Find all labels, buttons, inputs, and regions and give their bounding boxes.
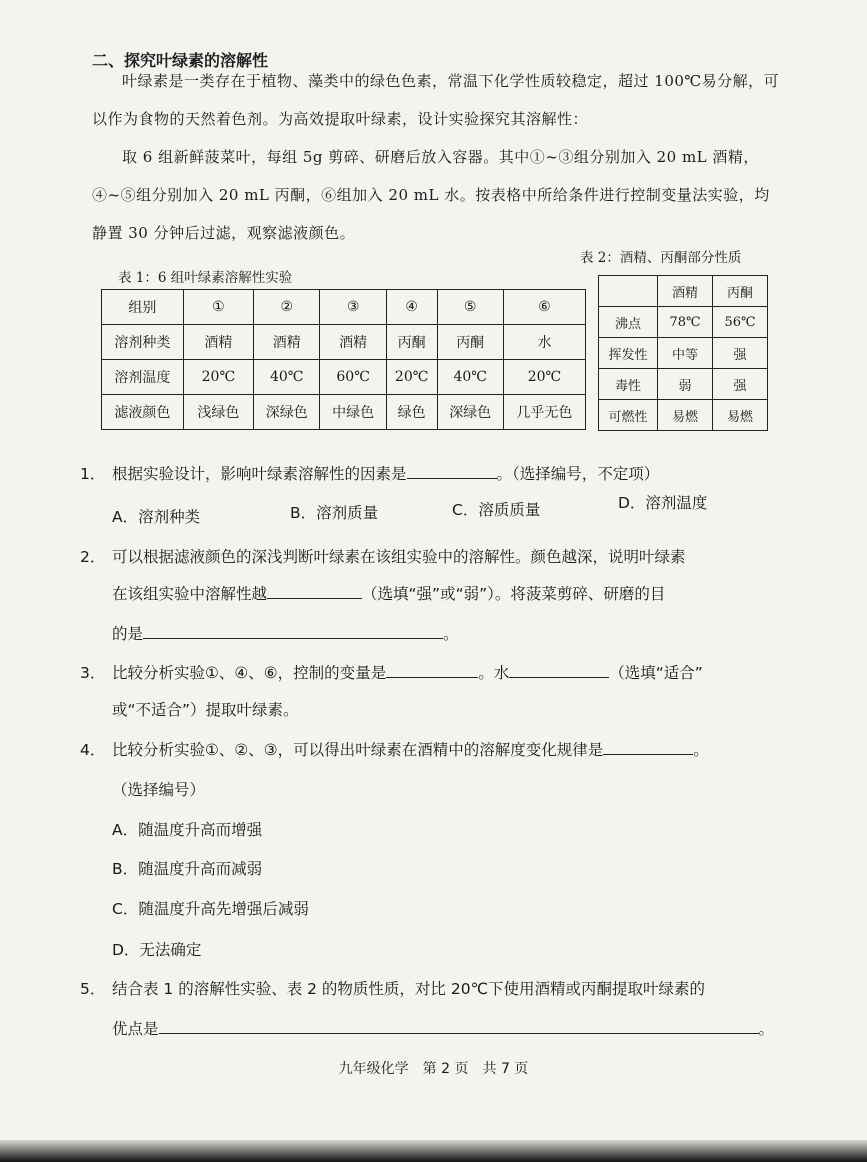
answer-blank-2[interactable] <box>509 663 609 678</box>
table-row <box>599 369 768 400</box>
question-4 <box>80 738 709 760</box>
table-cell: 溶剂种类 <box>102 325 184 360</box>
question-text: 根据实验设计，影响叶绿素溶解性的因素是 <box>112 465 407 483</box>
table-row <box>599 307 768 338</box>
answer-blank[interactable] <box>386 663 478 678</box>
table-row <box>599 400 768 431</box>
table-cell: 弱 <box>658 369 713 400</box>
table-cell: 丙酮 <box>713 276 768 307</box>
question-number: 3． <box>80 664 106 682</box>
table-cell: 56℃ <box>713 307 768 338</box>
table-cell: 深绿色 <box>254 395 320 430</box>
question-2-line-3 <box>112 622 459 644</box>
table-cell: 40℃ <box>254 360 320 395</box>
table-cell: 毒性 <box>599 369 658 400</box>
option-c: C．溶质质量 <box>452 501 541 519</box>
table1-caption: 表 1：6 组叶绿素溶解性实验 <box>118 270 293 286</box>
table-cell: ③ <box>320 290 386 325</box>
table-cell: 中等 <box>658 338 713 369</box>
table-cell: 几乎无色 <box>503 395 585 430</box>
page-footer: 九年级化学 第 2 页 共 7 页 <box>338 1061 529 1077</box>
table-cell: 60℃ <box>320 360 386 395</box>
option-c: C．随温度升高先增强后减弱 <box>112 900 309 918</box>
question-text-tail: 。 <box>443 625 459 643</box>
table-row <box>599 276 768 307</box>
answer-blank[interactable] <box>159 1019 759 1034</box>
table-cell: ④ <box>386 290 437 325</box>
solvent-properties-table <box>598 275 768 431</box>
answer-blank[interactable] <box>407 464 497 479</box>
question-text-tail: 。（选择编号，不定项） <box>496 465 660 483</box>
table-cell: 强 <box>713 369 768 400</box>
table-row <box>102 325 586 360</box>
table-cell: 强 <box>713 338 768 369</box>
question-text: 比较分析实验①、④、⑥，控制的变量是 <box>112 664 387 682</box>
answer-blank[interactable] <box>267 584 362 599</box>
table-row <box>102 290 586 325</box>
option-b: B．随温度升高而减弱 <box>112 860 263 878</box>
table2-caption: 表 2：酒精、丙酮部分性质 <box>580 250 742 266</box>
question-text-tail: 。 <box>693 741 709 759</box>
question-number: 2． <box>80 548 106 566</box>
answer-blank[interactable] <box>603 740 693 755</box>
question-5 <box>80 977 705 999</box>
solubility-table <box>101 289 586 430</box>
question-text: 比较分析实验①、②、③，可以得出叶绿素在酒精中的溶解度变化规律是 <box>112 741 604 759</box>
table-row <box>599 338 768 369</box>
table-cell: 水 <box>503 325 585 360</box>
table-cell: ② <box>254 290 320 325</box>
question-number: 4． <box>80 741 106 759</box>
table-cell: ⑥ <box>503 290 585 325</box>
question-text: 的是 <box>112 625 144 643</box>
question-3-line-2: 或“不适合”）提取叶绿素。 <box>112 701 299 719</box>
table-cell: 20℃ <box>183 360 253 395</box>
intro-paragraph-1: 叶绿素是一类存在于植物、藻类中的绿色色素，常温下化学性质较稳定，超过 100℃易分解，可以作为食物的天然着色剂。为高效提取叶绿素，设计实验探究其溶解性： <box>92 72 780 128</box>
table-cell: 易燃 <box>713 400 768 431</box>
question-4-note: （选择编号） <box>112 781 206 799</box>
table-cell: 中绿色 <box>320 395 386 430</box>
option-d: D．无法确定 <box>112 941 202 959</box>
option-d: D．溶剂温度 <box>618 494 708 512</box>
scan-edge-shadow <box>0 1140 867 1162</box>
table-row <box>102 360 586 395</box>
table-cell: 深绿色 <box>437 395 503 430</box>
section-title: 二、探究叶绿素的溶解性 <box>92 51 269 70</box>
table-cell: 40℃ <box>437 360 503 395</box>
table-cell: 易燃 <box>658 400 713 431</box>
table-cell: 沸点 <box>599 307 658 338</box>
option-a: A．溶剂种类 <box>112 508 201 526</box>
question-text-mid: 。水 <box>478 664 510 682</box>
question-2-line-2 <box>112 582 665 604</box>
table-cell: 丙酮 <box>437 325 503 360</box>
question-number: 5． <box>80 980 106 998</box>
option-a: A．随温度升高而增强 <box>112 821 263 839</box>
table-cell: 酒精 <box>183 325 253 360</box>
table-cell: 20℃ <box>386 360 437 395</box>
table-cell: 绿色 <box>386 395 437 430</box>
question-5-line-2 <box>112 1017 774 1039</box>
table-cell: 酒精 <box>658 276 713 307</box>
table-cell: 酒精 <box>254 325 320 360</box>
answer-blank[interactable] <box>143 624 443 639</box>
table-cell <box>599 276 658 307</box>
table-cell: 挥发性 <box>599 338 658 369</box>
table-cell: ① <box>183 290 253 325</box>
question-3 <box>80 661 703 683</box>
intro-paragraph-2: 取 6 组新鲜菠菜叶，每组 5g 剪碎、研磨后放入容器。其中①~③组分别加入 20 mL 酒精，④~⑤组分别加入 20 mL 丙酮，⑥组加入 20 mL 水。按表格中所给条件进行控制变量法实验，均静置 30 分钟后过滤，观察滤液颜色。 <box>92 148 770 242</box>
question-1 <box>80 462 659 484</box>
question-number: 1． <box>80 465 106 483</box>
question-text: 结合表 1 的溶解性实验、表 2 的物质性质，对比 20℃下使用酒精或丙酮提取叶绿素的 <box>112 980 705 998</box>
option-b: B．溶剂质量 <box>290 504 379 522</box>
table-cell: 滤液颜色 <box>102 395 184 430</box>
table-cell: 可燃性 <box>599 400 658 431</box>
table-cell: 浅绿色 <box>183 395 253 430</box>
table-cell: ⑤ <box>437 290 503 325</box>
question-text-tail: 。 <box>758 1020 775 1038</box>
question-text: 在该组实验中溶解性越 <box>112 585 268 603</box>
question-text-tail: （选填“适合” <box>609 664 703 682</box>
table-cell: 酒精 <box>320 325 386 360</box>
table-cell: 78℃ <box>658 307 713 338</box>
question-text: 可以根据滤液颜色的深浅判断叶绿素在该组实验中的溶解性。颜色越深，说明叶绿素 <box>112 548 686 566</box>
table-cell: 丙酮 <box>386 325 437 360</box>
question-text: 优点是 <box>112 1020 159 1038</box>
table-row <box>102 395 586 430</box>
question-text-tail: （选填“强”或“弱”）。将菠菜剪碎、研磨的目 <box>362 585 666 603</box>
table-cell: 20℃ <box>503 360 585 395</box>
question-2 <box>80 545 686 567</box>
table-cell: 溶剂温度 <box>102 360 184 395</box>
table-cell: 组别 <box>102 290 184 325</box>
